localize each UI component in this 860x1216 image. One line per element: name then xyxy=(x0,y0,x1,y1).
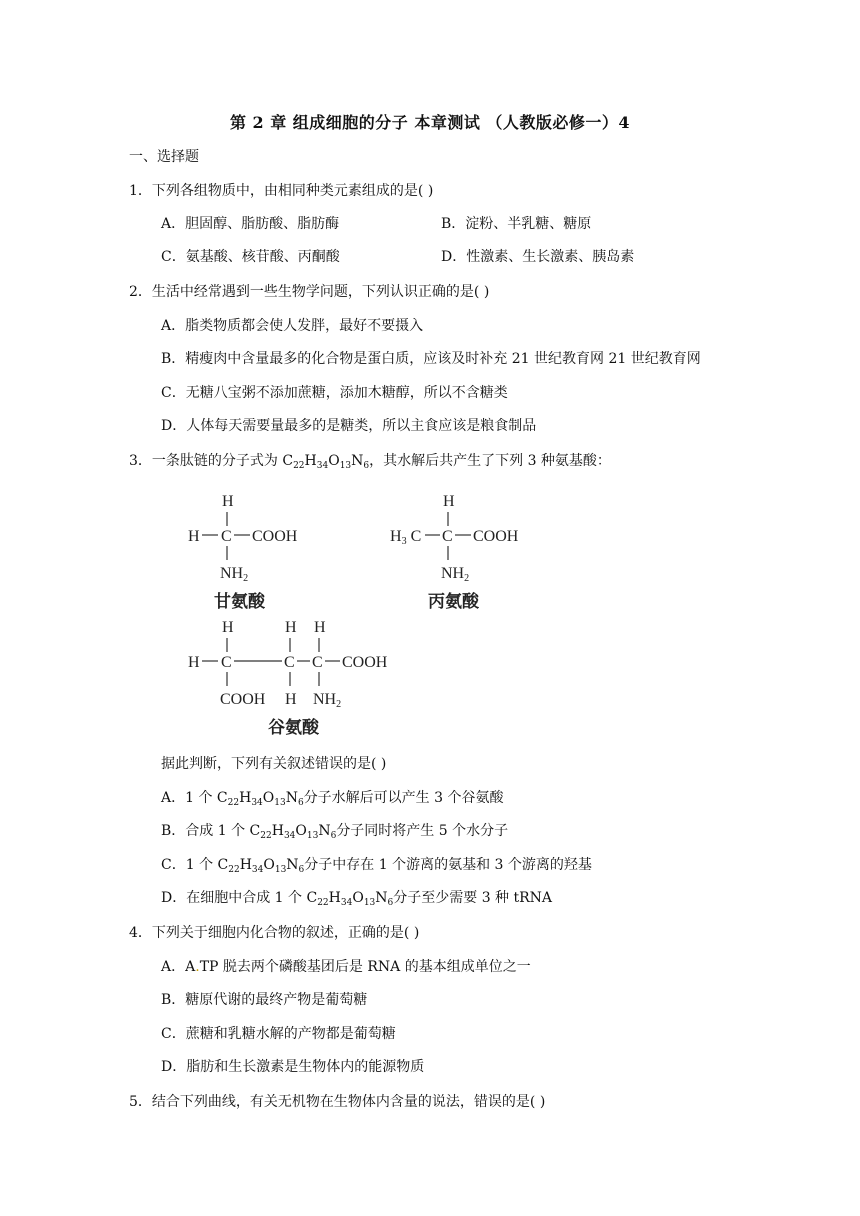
page-title: 第 2 章 组成细胞的分子 本章测试 （人教版必修一）4 xyxy=(229,113,631,132)
alanine-structure xyxy=(390,493,519,612)
group-nh2: NH2 xyxy=(220,565,249,584)
question-2-option-d: D．人体每天需要量最多的是糖类，所以主食应该是粮食制品 xyxy=(161,418,537,434)
question-3-option-c: C．1 个 $C_{22}H_{34}O_{13}N_6$分子中存在 1 个游离的氨基和 3 个游离的羟基 xyxy=(161,857,592,875)
amino-acid-structures-figure xyxy=(150,480,570,740)
label-glutamic-acid: 谷氨酸 xyxy=(268,718,319,738)
question-1-stem: 1．下列各组物质中，由相同种类元素组成的是( ) xyxy=(129,183,434,199)
group-ch3: H3 C xyxy=(390,528,422,547)
question-3-option-d: D．在细胞中合成 1 个 $C_{22}H_{34}O_{13}N_6$分子至少需要 3 种 tRNA xyxy=(161,890,553,908)
question-2-option-b: B．精瘦肉中含量最多的化合物是蛋白质，应该及时补充 21 世纪教育网 21 世纪教育网 xyxy=(161,351,701,367)
stem-text: 3．一条肽链的分子式为 C xyxy=(129,453,294,469)
atom-h: H xyxy=(285,691,297,708)
question-4-option-c: C．蔗糖和乳糖水解的产物都是葡萄糖 xyxy=(161,1026,396,1042)
question-2-stem: 2．生活中经常遇到一些生物学问题，下列认识正确的是( ) xyxy=(129,284,490,300)
atom-c: C xyxy=(221,654,232,671)
question-3-option-a: A．1 个 $C_{22}H_{34}O_{13}N_6$分子水解后可以产生 3 个谷氨酸 xyxy=(161,790,504,808)
atom-h: H xyxy=(443,493,455,510)
question-4-option-d: D．脂肪和生长激素是生物体内的能源物质 xyxy=(161,1059,425,1075)
label-alanine: 丙氨酸 xyxy=(428,592,479,612)
group-nh2: NH2 xyxy=(313,691,342,710)
atom-h: H xyxy=(188,654,200,671)
question-1-option-c: C．氨基酸、核苷酸、丙酮酸 xyxy=(161,249,340,265)
question-1-option-b: B．淀粉、半乳糖、糖原 xyxy=(441,216,592,232)
group-cooh: COOH xyxy=(220,691,266,708)
question-5-stem: 5．结合下列曲线，有关无机物在生物体内含量的说法，错误的是( ) xyxy=(129,1094,546,1110)
question-1-option-d: D．性激素、生长激素、胰岛素 xyxy=(441,249,635,265)
small-mark-icon: . xyxy=(195,959,200,975)
label-glycine: 甘氨酸 xyxy=(214,592,265,612)
atom-c: C xyxy=(221,528,232,545)
atom-h: H xyxy=(188,528,200,545)
question-3-judge: 据此判断，下列有关叙述错误的是( ) xyxy=(161,756,387,772)
section-heading: 一、选择题 xyxy=(129,149,199,165)
atom-c: C xyxy=(312,654,323,671)
question-4-stem: 4．下列关于细胞内化合物的叙述，正确的是( ) xyxy=(129,925,420,941)
question-4-option-b: B．糖原代谢的最终产物是葡萄糖 xyxy=(161,992,368,1008)
atom-h: H xyxy=(285,619,297,636)
glutamic-acid-structure xyxy=(188,619,388,738)
group-cooh: COOH xyxy=(473,528,519,545)
atom-h: H xyxy=(314,619,326,636)
question-2-option-a: A．脂类物质都会使人发胖，最好不要摄入 xyxy=(161,318,424,334)
atom-c: C xyxy=(284,654,295,671)
atom-c: C xyxy=(442,528,453,545)
question-3-option-b: B．合成 1 个 $C_{22}H_{34}O_{13}N_6$分子同时将产生 5 个水分子 xyxy=(161,823,509,841)
question-3-stem: 3．一条肽链的分子式为 $C_{22}H_{34}O_{13}N_6$，其水解后共产生了下列 3 种氨基酸： xyxy=(129,453,611,471)
question-1-option-a: A．胆固醇、脂肪酸、脂肪酶 xyxy=(161,216,340,232)
group-nh2: NH2 xyxy=(441,565,470,584)
group-cooh: COOH xyxy=(252,528,298,545)
group-cooh: COOH xyxy=(342,654,388,671)
atom-h: H xyxy=(222,619,234,636)
atom-h: H xyxy=(222,493,234,510)
question-2-option-c: C．无糖八宝粥不添加蔗糖，添加木糖醇，所以不含糖类 xyxy=(161,385,508,401)
glycine-structure xyxy=(188,493,298,612)
question-4-option-a: A．A.TP 脱去两个磷酸基团后是 RNA 的基本组成单位之一 xyxy=(161,959,531,975)
